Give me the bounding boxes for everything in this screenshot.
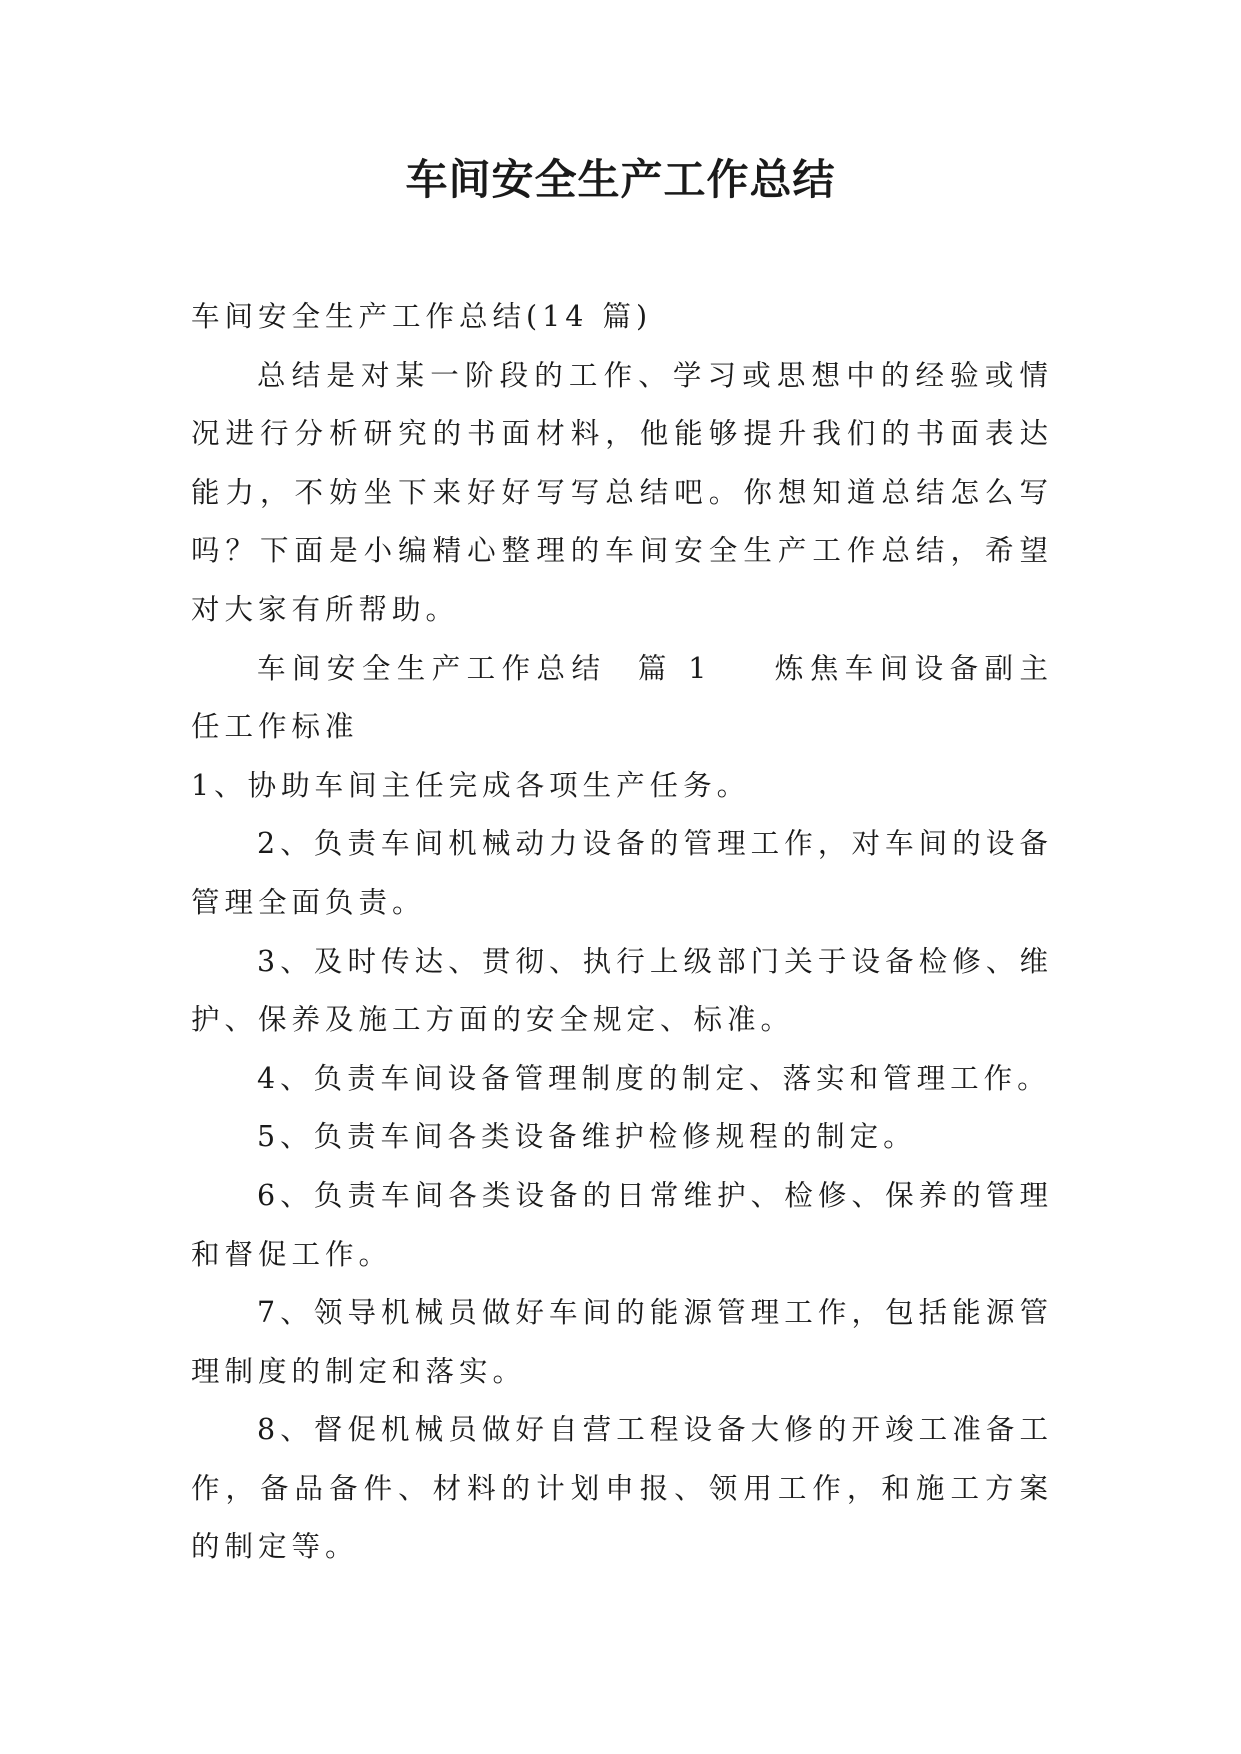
document-subtitle: 车间安全生产工作总结(14 篇) [191, 300, 653, 333]
list-item: 5、负责车间各类设备维护检修规程的制定。 [257, 1120, 917, 1154]
list-item: 8、督促机械员做好自营工程设备大修的开竣工准备工作，备品备件、材料的计划申报、领用工作，和施工方案的制定等。 [191, 1413, 1053, 1564]
document-title: 车间安全生产工作总结 [405, 155, 836, 204]
document-body [191, 288, 1053, 1577]
intro-paragraph: 总结是对某一阶段的工作、学习或思想中的经验或情况进行分析研究的书面材料，他能够提升我们的书面表达能力，不妨坐下来好好写写总结吧。你想知道总结怎么写吗？下面是小编精心整理的车间安全生产工作总结，希望对大家有所帮助。 [191, 358, 1053, 626]
list-item: 2、负责车间机械动力设备的管理工作，对车间的设备管理全面负责。 [191, 827, 1053, 919]
list-item: 1、协助车间主任完成各项生产任务。 [191, 768, 751, 802]
list-item: 7、领导机械员做好车间的能源管理工作，包括能源管理制度的制定和落实。 [191, 1296, 1053, 1388]
section-heading-title: 车间安全生产工作总结 [257, 651, 607, 685]
section-heading-position: 炼焦车间设备副主任工作标准 [191, 651, 1053, 744]
list-item: 6、负责车间各类设备的日常维护、检修、保养的管理和督促工作。 [191, 1178, 1053, 1271]
list-item: 4、负责车间设备管理制度的制定、落实和管理工作。 [257, 1061, 1051, 1095]
section-heading [191, 640, 1053, 757]
section-heading-part: 篇 1 [636, 651, 712, 685]
list-item: 3、及时传达、贯彻、执行上级部门关于设备检修、维护、保养及施工方面的安全规定、标准。 [191, 944, 1053, 1037]
